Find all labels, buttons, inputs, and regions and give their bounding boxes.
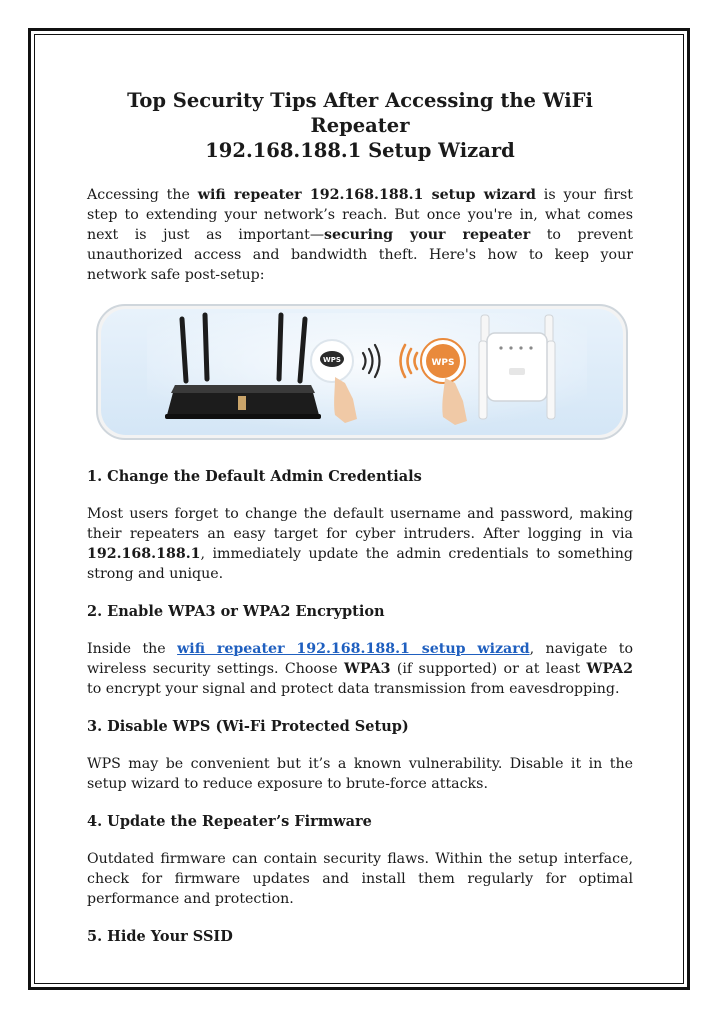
section-2-text-4: to encrypt your signal and protect data transmission from eavesdropping. [87, 681, 620, 697]
intro-bold-2: securing your repeater [324, 227, 531, 243]
setup-wizard-link[interactable]: wifi repeater 192.168.188.1 setup wizard [177, 641, 530, 657]
intro-text-2: is your first step to extending your network’s reach. But once you're in, what comes next is just as important— [87, 187, 633, 243]
page-title [87, 88, 633, 163]
title-line-1: Top Security Tips After Accessing the WiFi Repeater [127, 89, 593, 137]
section-1-text-2: , immediately update the admin credentials to something strong and unique. [87, 546, 633, 582]
document-body [87, 88, 633, 964]
section-1-paragraph [87, 504, 633, 584]
section-2-text-1: Inside the [87, 641, 178, 657]
wps-button-right [421, 339, 465, 383]
section-1-text-1: Most users forget to change the default username and password, making their repeaters an easy target for cyber intruders. After logging in via [87, 506, 633, 542]
section-3-paragraph: WPS may be convenient but it’s a known vulnerability. Disable it in the setup wizard to reduce exposure to brute-force attacks. [87, 756, 633, 792]
intro-bold-1: wifi repeater 192.168.188.1 setup wizard [197, 187, 536, 203]
intro-paragraph [87, 185, 633, 285]
hero-image [87, 303, 633, 441]
section-4-paragraph: Outdated firmware can contain security flaws. Within the setup interface, check for firmware updates and install them regularly for optimal performance and protection. [87, 851, 633, 907]
section-1-heading: 1. Change the Default Admin Credentials [87, 468, 422, 485]
section-2-bold-1: WPA3 [344, 661, 391, 677]
section-3-heading: 3. Disable WPS (Wi-Fi Protected Setup) [87, 718, 409, 735]
section-4-heading: 4. Update the Repeater’s Firmware [87, 813, 372, 830]
section-2-text-2: , navigate to wireless security settings. Choose [87, 641, 633, 677]
section-2-paragraph [87, 639, 633, 699]
intro-text-3: to prevent unauthorized access and bandwidth theft. Here's how to keep your network safe post-setup: [87, 227, 634, 283]
section-2-text-3: (if supported) or at least [390, 661, 587, 677]
title-line-2: 192.168.188.1 Setup Wizard [205, 139, 515, 162]
wps-button-left [311, 340, 353, 382]
section-2-heading: 2. Enable WPA3 or WPA2 Encryption [87, 603, 385, 620]
hero-illustration [87, 303, 633, 441]
section-2-bold-2: WPA2 [586, 661, 633, 677]
wps-label-right: WPS [431, 358, 455, 368]
intro-text-1: Accessing the [87, 187, 198, 203]
wps-label-left: WPS [323, 356, 341, 364]
section-5-heading: 5. Hide Your SSID [87, 928, 233, 945]
section-1-bold: 192.168.188.1 [87, 546, 201, 562]
